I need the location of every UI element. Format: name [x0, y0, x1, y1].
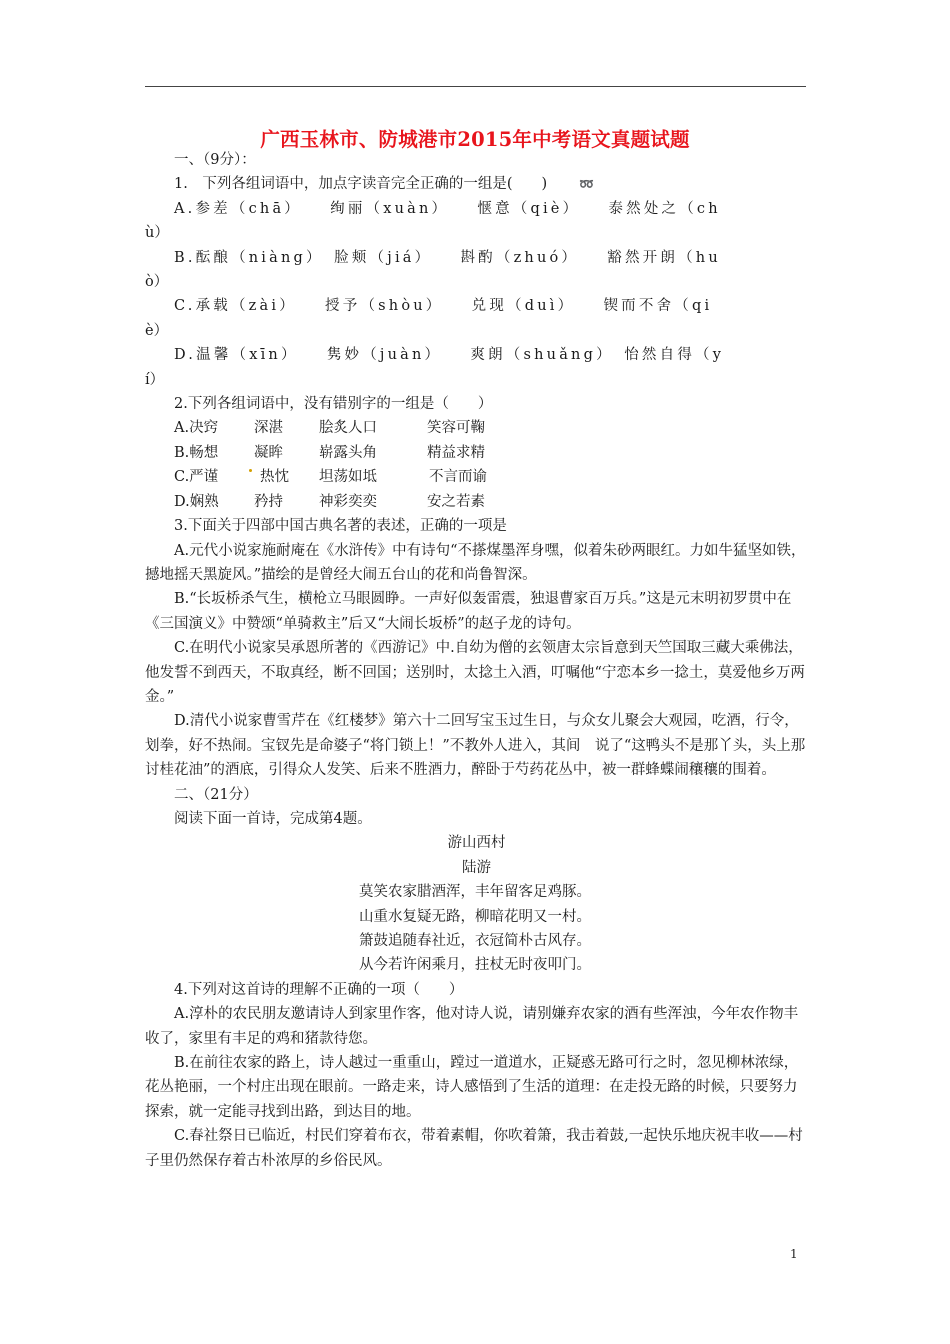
scribble-icon: ➿ [579, 177, 595, 192]
page-number: 1 [790, 1247, 798, 1261]
q2-d-word-4: 安之若素 [427, 493, 485, 510]
q1-option-b-cont: ò） [145, 274, 169, 291]
q3-option-c: C.在明代小说家吴承恩所著的《西游记》中.自幼为僧的玄领唐太宗旨意到天竺国取三藏大乘佛法，他发誓不到西天，不取真经，断不回国；送别时，太捻土入酒，叮嘱他“宁恋本乡一捻土，莫爱他乡万两金。” [145, 640, 805, 705]
q4-option-a: A.淳朴的农民朋友邀请诗人到家里作客，他对诗人说，请别嫌弃农家的酒有些浑浊，今年农作物丰收了，家里有丰足的鸡和猪款待您。 [145, 1006, 799, 1047]
q1-option-d-cont: í） [145, 371, 165, 388]
q3-option-a: A.元代小说家施耐庵在《水浒传》中有诗句“不搽煤墨浑身嘿，似着朱砂两眼红。力如牛猛坚如铁，撼地摇天黑旋风。”描绘的是曾经大闹五台山的花和尚鲁智深。 [145, 542, 806, 583]
poem-title: 游山西村 [447, 835, 506, 852]
header-rule [145, 86, 806, 87]
q1-option-a-cont: ù） [145, 225, 169, 242]
q1-option-d: D.温馨（xīn） 隽妙（juàn） 爽朗（shuǎng） 怡然自得（y [174, 347, 725, 364]
q4-option-c: C.春社祭日已临近，村民们穿着布衣，带着素帽，你吹着箫，我击着鼓,一起快乐地庆祝丰收——村子里仍然保存着古朴浓厚的乡俗民风。 [145, 1128, 803, 1169]
q3-option-b: B.“长坂桥杀气生，横枪立马眼圆睁。一声好似轰雷震，独退曹家百万兵。”这是元末明初罗贯中在《三国演义》中赞颂“单骑救主”后又“大闹长坂桥”的赵子龙的诗句。 [145, 591, 792, 632]
q2-b-word-2: 凝眸 [254, 444, 283, 461]
q1-option-c-cont: è） [145, 322, 169, 339]
q1-stem: 1. 下列各组词语中，加点字读音完全正确的一组是( ) [174, 176, 548, 193]
q2-a-word-3: 脍炙人口 [319, 420, 377, 437]
q2-b-word-1: B.畅想 [174, 444, 219, 461]
dot-mark [244, 465, 260, 489]
poem-line: 箫鼓追随春社近，衣冠简朴古风存。 [359, 933, 591, 949]
section-2-heading: 二、（21分） [174, 786, 258, 803]
q2-c-word-4: 不言而谕 [429, 469, 487, 486]
q2-stem: 2.下列各组词语中，没有错别字的一组是（ ） [174, 396, 493, 413]
document-title: 广西玉林市、防城港市2015年中考语文真题试题 [260, 128, 690, 151]
q4-stem: 4.下列对这首诗的理解不正确的一项（ ） [174, 981, 464, 998]
q2-option-a [145, 416, 808, 440]
poem-line: 莫笑农家腊酒浑，丰年留客足鸡豚。 [359, 884, 591, 901]
exam-content [145, 148, 808, 1173]
q2-c-word-3: 坦荡如坻 [319, 469, 377, 486]
poem-author: 陆游 [462, 859, 491, 876]
q2-d-word-1: D.娴熟 [174, 493, 219, 510]
q2-a-word-1: A.决窍 [174, 420, 219, 437]
section-1-heading: 一、（9分）： [174, 152, 256, 168]
poem-line: 山重水复疑无路，柳暗花明又一村。 [359, 908, 591, 925]
q2-c-word-2: 热忱 [260, 469, 289, 486]
q1-option-c: C.承载（zài） 授予（shòu） 兑现（duì） 锲而不舍（qi [174, 298, 713, 315]
q1-option-a: A.参差（chā） 绚丽（xuàn） 惬意（qiè） 泰然处之（ch [174, 200, 721, 217]
q2-b-word-3: 崭露头角 [319, 444, 377, 461]
q3-option-d: D.清代小说家曹雪芹在《红楼梦》第六十二回写宝玉过生日，与众女儿聚会大观园，吃酒，行令，划拳，好不热闹。宝钗先是命婆子“将门锁上！”不教外人进入，其间 说了“这鸭头不是那丫头，头上那讨桂花油”的酒底，引得众人发笑、后来不胜酒力，醉卧于芍药花丛中，被一群蜂蝶闹穰穰的围着。 [145, 713, 806, 779]
q2-option-d [145, 490, 808, 514]
question-1 [145, 172, 808, 196]
q1-option-b: B.酝酿（niàng） 脸颊（jiá） 斟酌（zhuó） 豁然开朗（hu [174, 249, 721, 266]
q2-a-word-4: 笑容可鞠 [427, 420, 485, 437]
q2-b-word-4: 精益求精 [427, 444, 485, 461]
q2-d-word-3: 神彩奕奕 [319, 493, 377, 510]
q3-stem: 3.下面关于四部中国古典名著的表述，正确的一项是 [174, 518, 507, 535]
q2-c-word-1: C.严谨 [174, 469, 219, 486]
q2-a-word-2: 深湛 [254, 420, 283, 437]
q2-option-c [145, 465, 808, 489]
q2-d-word-2: 矜持 [254, 493, 283, 510]
q4-option-b: B.在前往农家的路上，诗人越过一重重山，蹚过一道道水，正疑惑无路可行之时，忽见柳林浓绿，花丛艳丽，一个村庄出现在眼前。一路走来，诗人感悟到了生活的道理：在走投无路的时候，只要努力探索，就一定能寻找到出路，到达目的地。 [145, 1055, 799, 1120]
poem-line: 从今若许闲乘月，拄杖无时夜叩门。 [359, 957, 591, 974]
q2-option-b [145, 441, 808, 465]
reading-intro: 阅读下面一首诗，完成第4题。 [174, 810, 372, 827]
